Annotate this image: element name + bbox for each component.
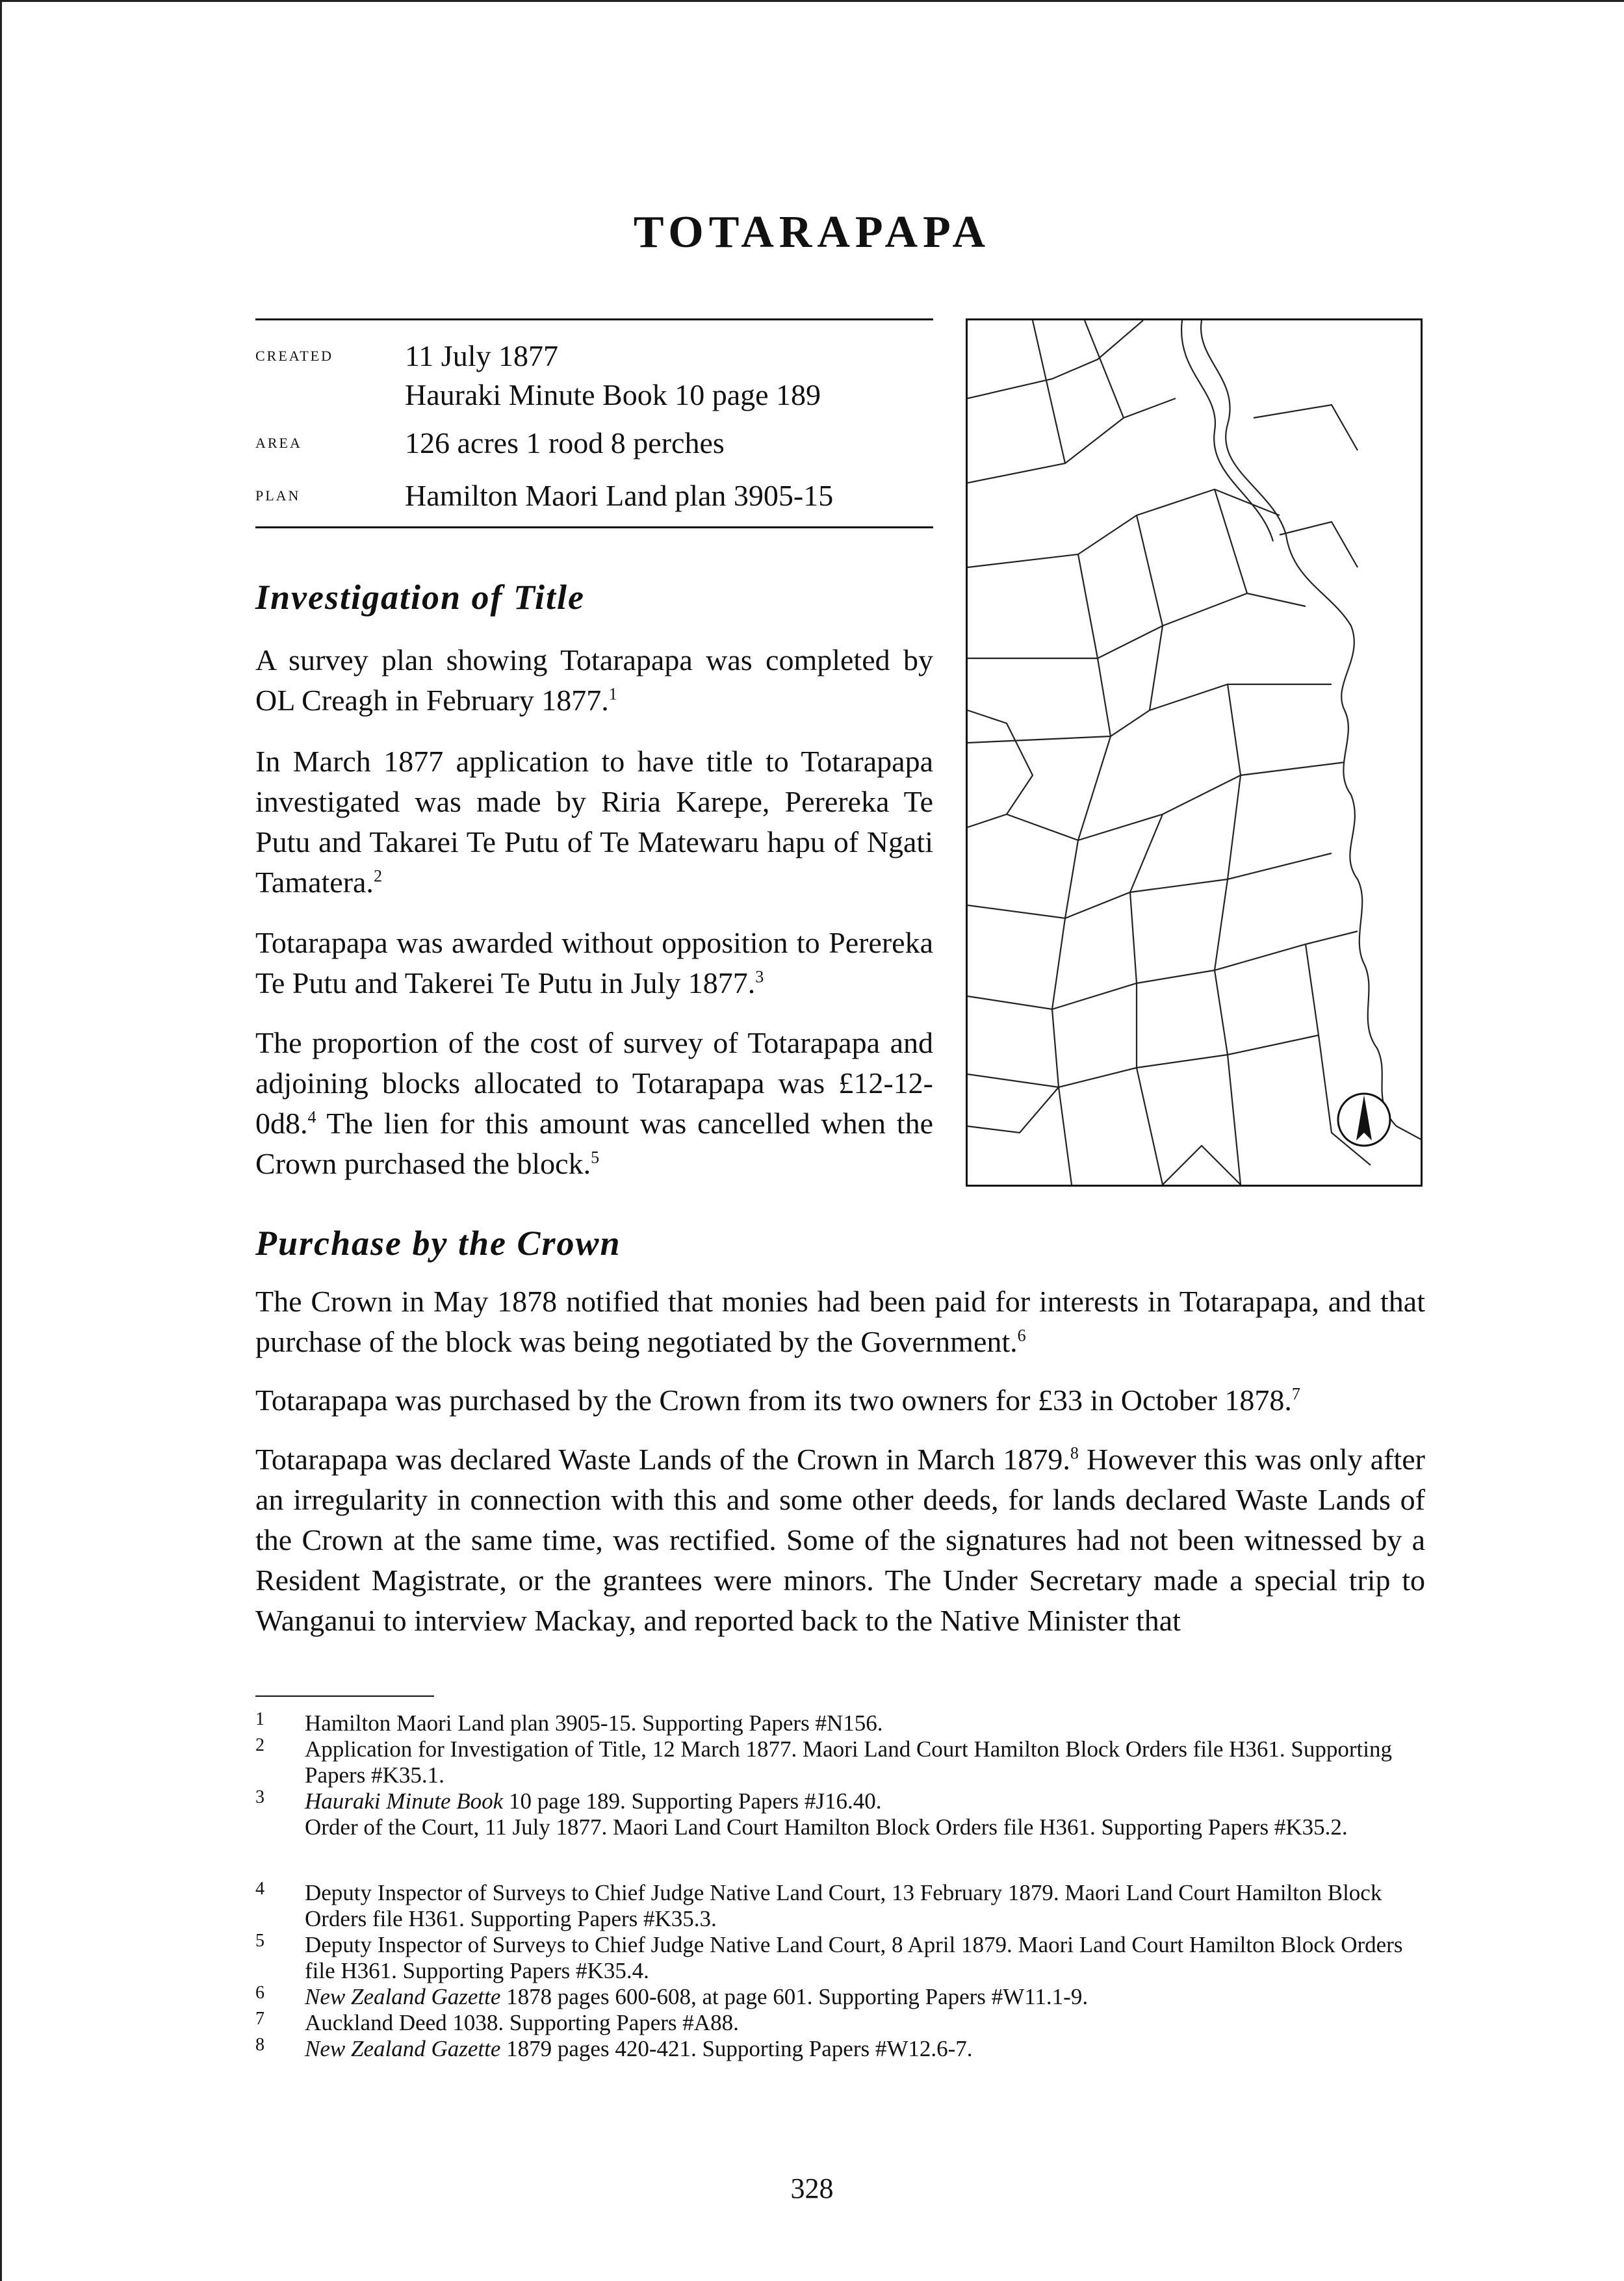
created-label: created <box>255 342 333 365</box>
footnote-ref-4: 4 <box>307 1107 316 1127</box>
purchase-heading: Purchase by the Crown <box>255 1224 621 1263</box>
page-border-left <box>0 0 2 2281</box>
created-minute-book: Hauraki Minute Book 10 page 189 <box>405 378 821 411</box>
footnote-ref-5: 5 <box>591 1148 600 1167</box>
created-date: 11 July 1877 <box>405 339 558 372</box>
page-title: TOTARAPAPA <box>633 207 991 257</box>
purchase-paragraph-1: The Crown in May 1878 notified that monies had been paid for interests in Totarapapa, and that purchase of the block was being negotiated by the Government.$^6$ <box>255 1285 1425 1358</box>
page-border-top <box>0 0 1624 2</box>
investigation-paragraph-3: Totarapapa was awarded without opposition to Perereka Te Putu and Takerei Te Putu in July 1877.$^3$ <box>255 926 933 999</box>
block-location-map <box>966 318 1423 1187</box>
north-arrow-icon <box>1338 1094 1390 1146</box>
footnote-ref-6: 6 <box>1017 1326 1026 1345</box>
footnote-ref-7: 7 <box>1291 1384 1300 1404</box>
footnote-ref-3: 3 <box>755 967 764 986</box>
footnote-rule <box>255 1695 434 1697</box>
plan-label: plan <box>255 482 301 505</box>
meta-top-rule <box>255 318 933 320</box>
investigation-paragraph-4: The proportion of the cost of survey of Totarapapa and adjoining blocks allocated to Totarapapa was £12-12-0d8.$^4$ The lien for this amount was cancelled when the Crown purchased the block.$^5$ <box>255 1026 933 1180</box>
area-value: 126 acres 1 rood 8 perches <box>405 426 725 459</box>
footnote-ref-1: 1 <box>608 684 617 704</box>
purchase-paragraph-2: Totarapapa was purchased by the Crown from its two owners for £33 in October 1878.$^7$ <box>255 1384 1300 1417</box>
investigation-paragraph-1: A survey plan showing Totarapapa was completed by OL Creagh in February 1877.$^1$ <box>255 643 933 717</box>
survey-plan-drawing <box>968 320 1421 1185</box>
plan-value: Hamilton Maori Land plan 3905-15 <box>405 479 834 512</box>
area-label: area <box>255 429 302 452</box>
page-number: 328 <box>790 2172 834 2204</box>
purchase-paragraph-3: Totarapapa was declared Waste Lands of the Crown in March 1879.$^8$ However this was only after an irregularity in connection with this and some other deeds, for lands declared Waste Lands of the Crown at the same time, was rectified. Some of the signatures had not been witnessed by a Resident Magistrate, or the grantees were minors. The Under Secretary made a special trip to Wanganui to interview Mackay, and reported back to the Native Minister that <box>255 1443 1425 1637</box>
meta-bottom-rule <box>255 526 933 528</box>
investigation-heading: Investigation of Title <box>255 578 585 617</box>
footnote-ref-2: 2 <box>373 866 382 886</box>
investigation-paragraph-2: In March 1877 application to have title to Totarapapa investigated was made by Riria Karepe, Perereka Te Putu and Takarei Te Putu of Te Matewaru hapu of Ngati Tamatera.$^2$ <box>255 745 933 899</box>
footnote-ref-8: 8 <box>1070 1443 1079 1463</box>
